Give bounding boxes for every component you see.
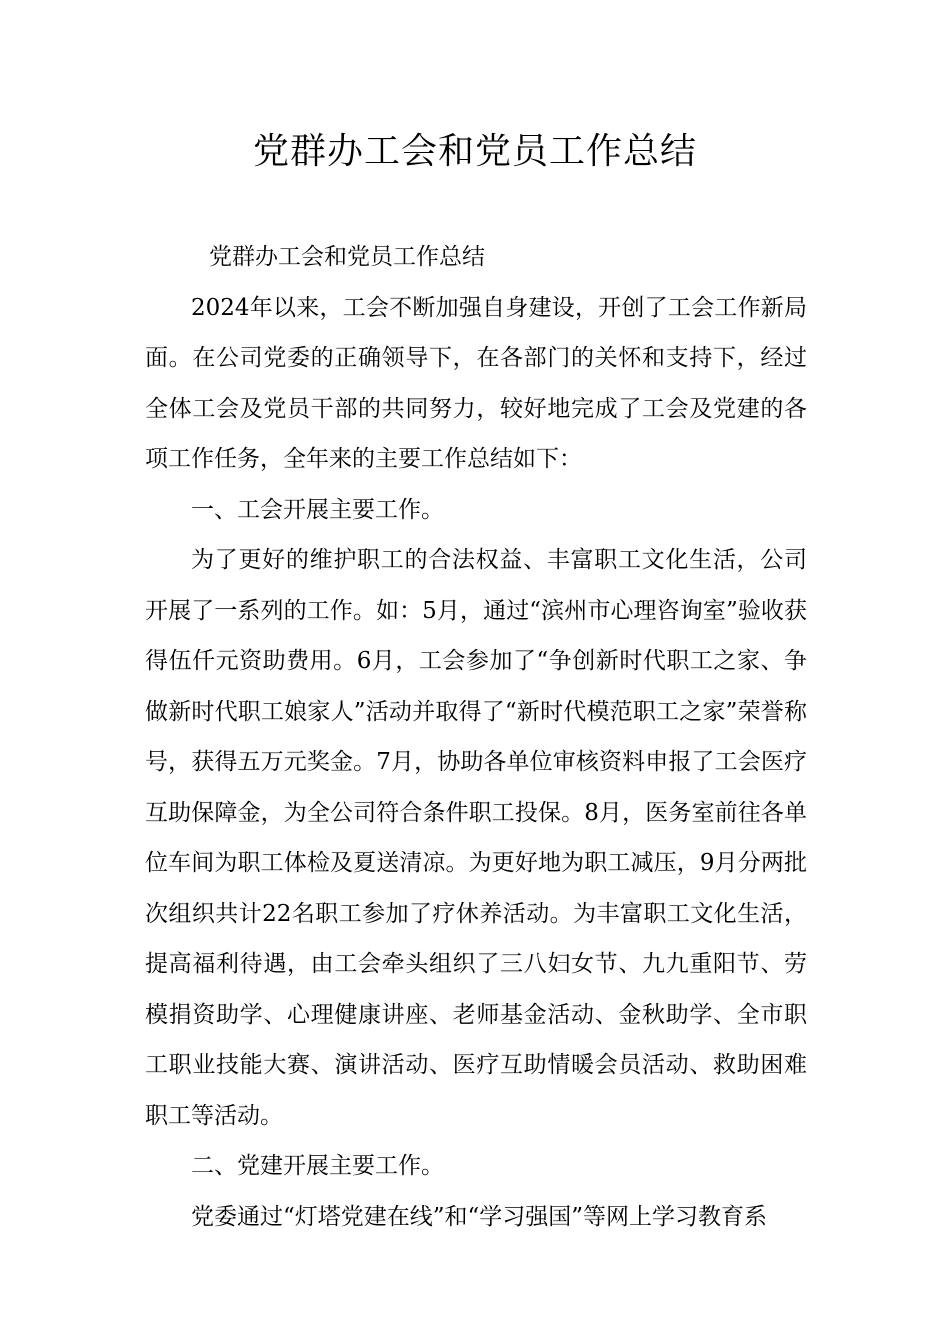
section-heading-party: 二、党建开展主要工作。 (191, 1153, 444, 1179)
document-title: 党群办工会和党员工作总结 (252, 131, 697, 172)
document-body (145, 232, 807, 1242)
paragraph-party-work: 党委通过“灯塔党建在线”和“学习强国”等网上学习教育系 (191, 1203, 768, 1230)
paragraph-union-work: 为了更好的维护职工的合法权益、丰富职工文化生活，公司开展了一系列的工作。如：5月，通过“滨州市心理咨询室”验收获得伍仟元资助费用。6月，工会参加了“争创新时代职工之家、争做新时代职工娘家人”活动并取得了“新时代模范职工之家”荣誉称号，获得五万元奖金。7月，协助各单位审核资料申报了工会医疗互助保障金，为全公司符合条件职工投保。8月，医务室前往各单位车间为职工体检及夏送清凉。为更好地为职工减压，9月分两批次组织共计22名职工参加了疗休养活动。为丰富职工文化生活，提高福利待遇，由工会牵头组织了三八妇女节、九九重阳节、劳模捐资助学、心理健康讲座、老师基金活动、金秋助学、全市职工职业技能大赛、演讲活动、医疗互助情暖会员活动、救助困难职工等活动。 (145, 547, 807, 1129)
section-heading-union: 一、工会开展主要工作。 (191, 496, 444, 523)
document-subtitle: 党群办工会和党员工作总结 (209, 244, 485, 270)
paragraph-intro: 2024年以来，工会不断加强自身建设，开创了工会工作新局面。在公司党委的正确领导下，在各部门的关怀和支持下，经过全体工会及党员干部的共同努力，较好地完成了工会及党建的各项工作任务，全年来的主要工作总结如下： (145, 294, 807, 472)
